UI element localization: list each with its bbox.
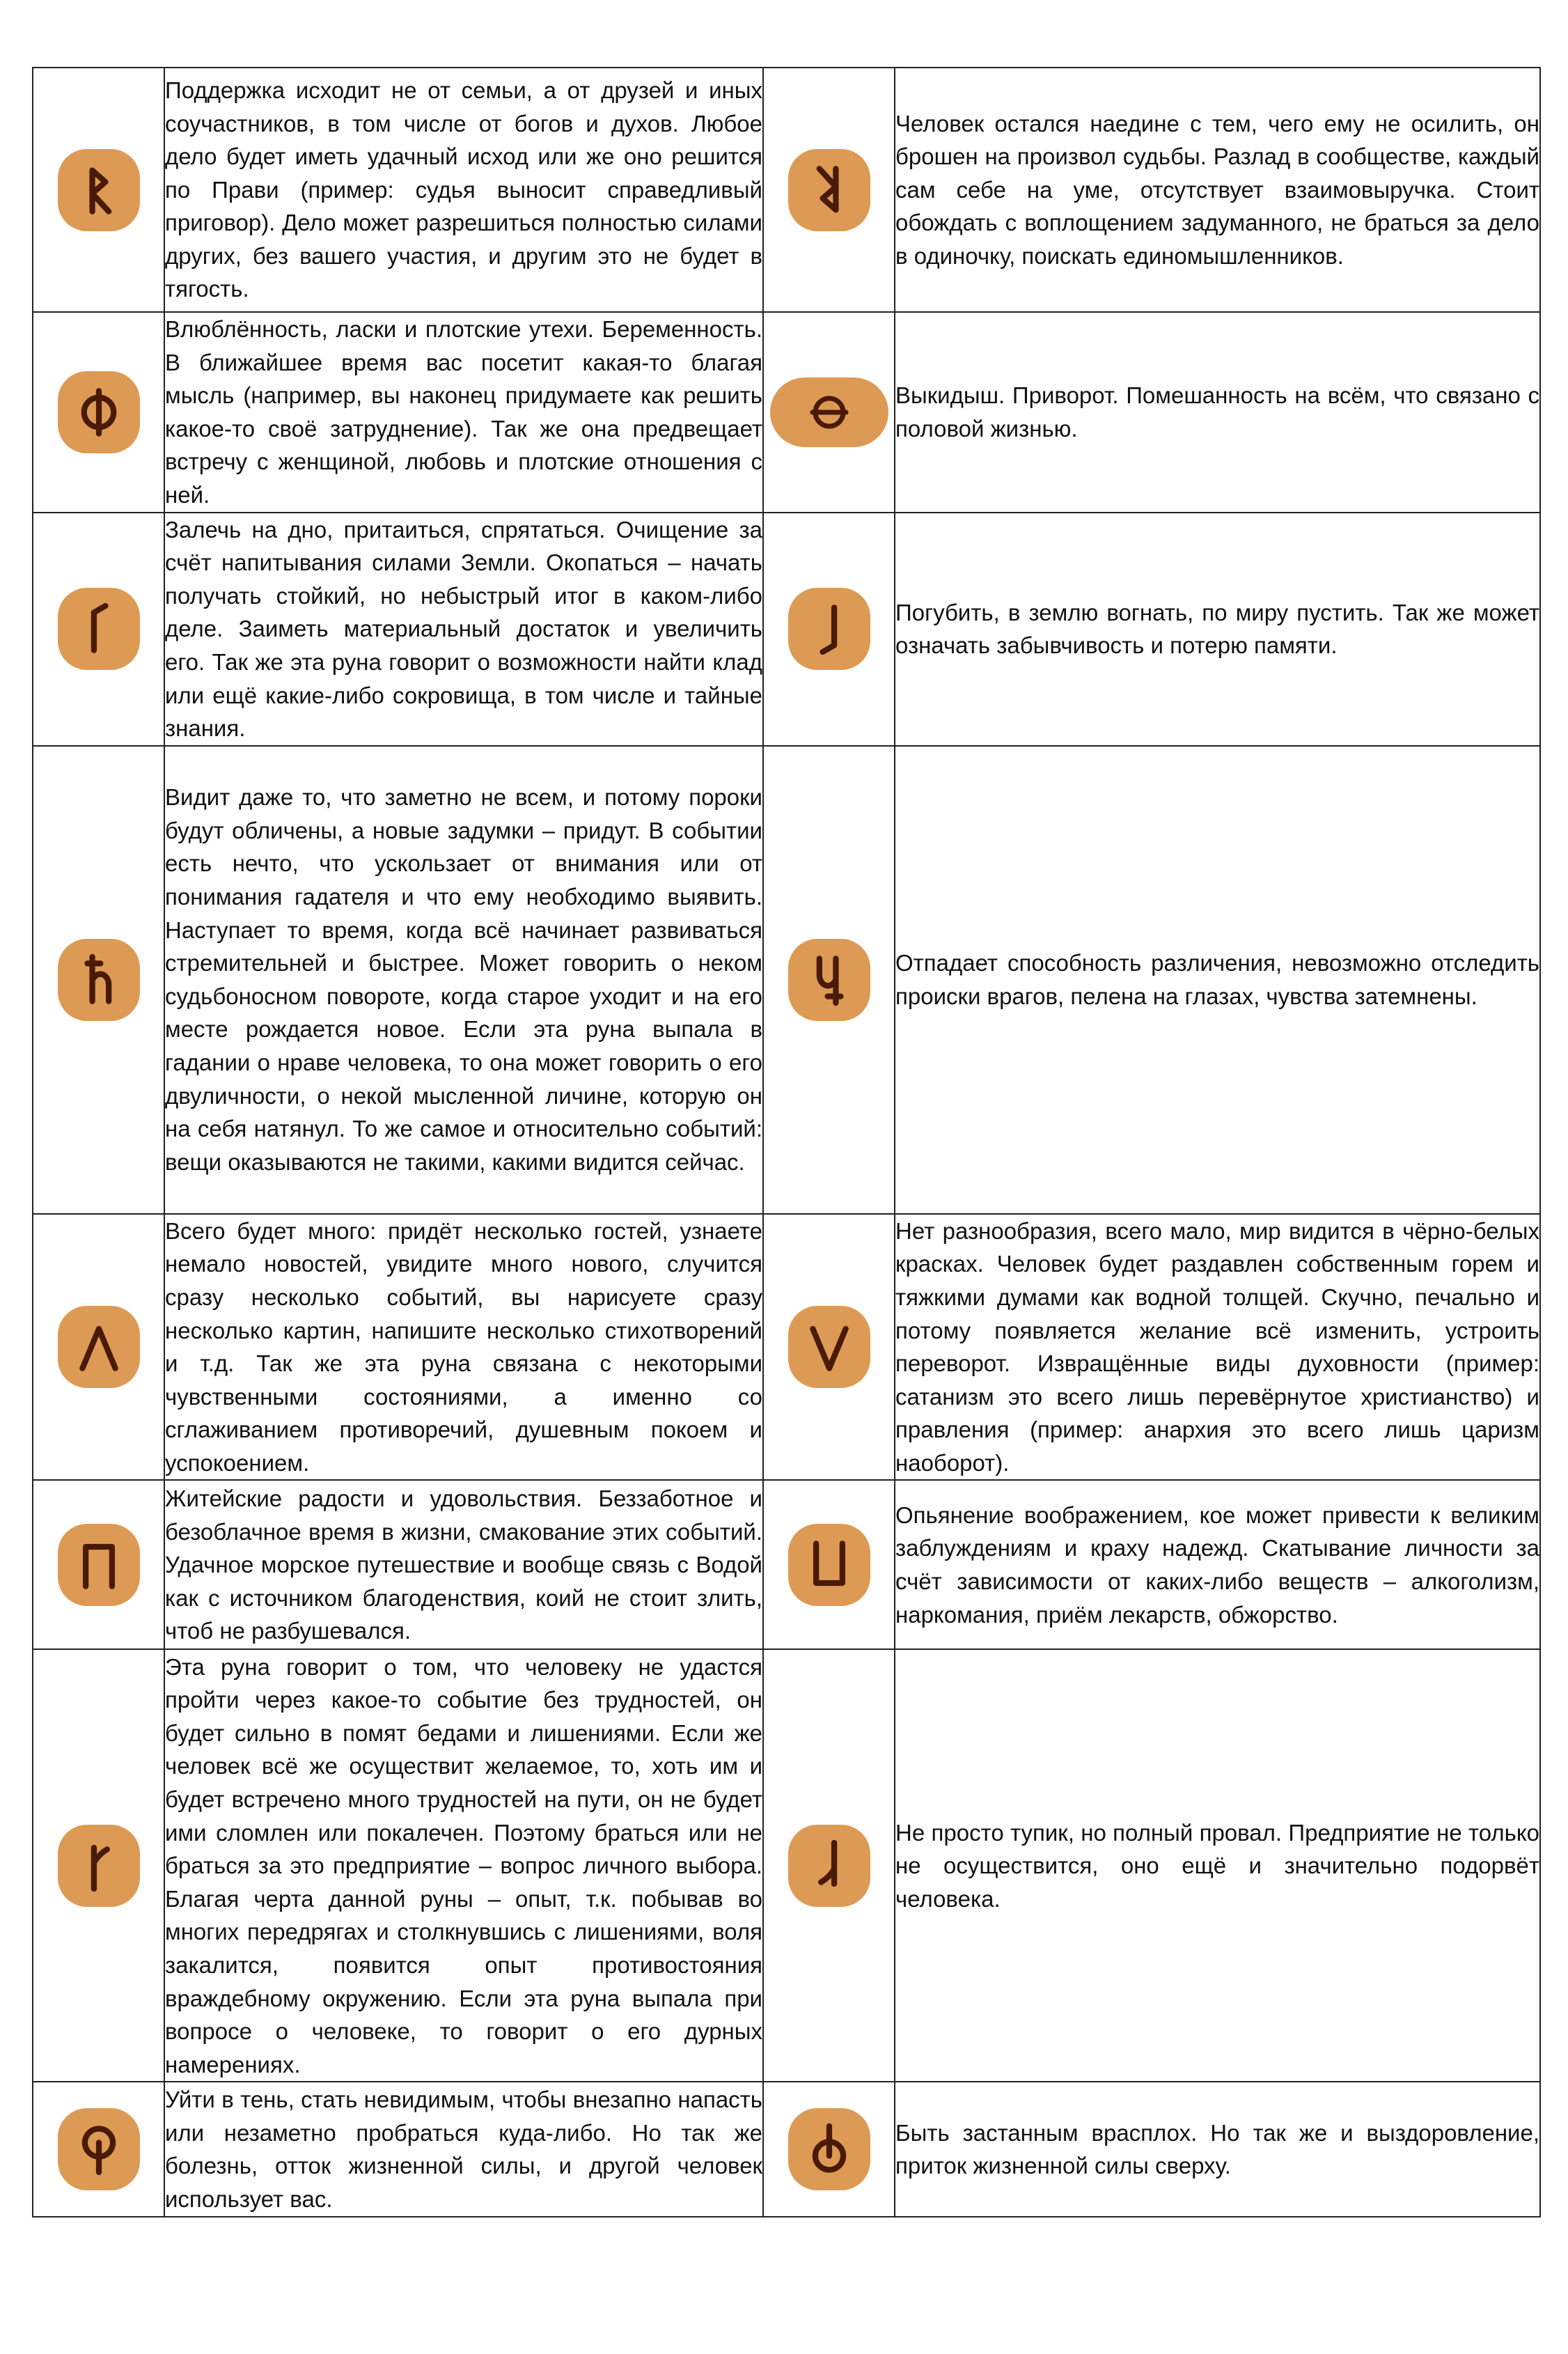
rune-circle-horizontal-bar-icon — [770, 377, 888, 447]
rune-reversed-meaning: Быть застанным врасплох. Но так же и выздоровление, приток жизненной силы сверху. — [895, 2082, 1540, 2217]
rune-staff-hook-icon — [58, 1825, 140, 1907]
rune-meanings-table — [32, 67, 1541, 2217]
rune-reversed-meaning: Выкидыш. Приворот. Помешанность на всём, что связано с половой жизнью. — [895, 312, 1540, 513]
rune-h-icon — [58, 939, 140, 1021]
rune-h-reversed-icon — [788, 939, 870, 1021]
rune-staff-hook-reversed-icon — [788, 1825, 870, 1907]
rune-upright-meaning: Видит даже то, что заметно не всем, и потому пороки будут обличены, а новые задумки – придут. В событии есть нечто, что ускользает от внимания или от понимания гадателя и что ему необходимо выявить. Наступает то время, когда всё начинает развиваться стремительней и быстрее. Может говорить о неком судьбоносном повороте, когда старое уходит и на его месте рождается новое. Если эта руна выпала в гадании о нраве человека, то она может говорить о его двуличности, о некой мысленной личине, которую он на себя натянул. То же самое и относительно событий: вещи оказываются не такими, какими видится сейчас. — [164, 746, 763, 1214]
table-row — [33, 513, 1540, 746]
rune-upright-meaning: Залечь на дно, притаиться, спрятаться. Очищение за счёт напитывания силами Земли. Окопаться – начать получать стойкий, но небыстрый итог в каком-либо деле. Заиметь материальный достаток и увеличить его. Так же эта руна говорит о возможности найти клад или ещё какие-либо сокровища, в том числе и тайные знания. — [164, 513, 763, 746]
table-row — [33, 1480, 1540, 1649]
rune-phi-icon — [58, 2108, 140, 2190]
rune-reversed-meaning: Опьянение воображением, кое может привести к великим заблуждениям и краху надежд. Скатывание личности за счёт зависимости от каких-либо веществ – алкоголизм, наркомания, приём лекарств, обжорство. — [895, 1480, 1540, 1649]
rune-upright-meaning: Поддержка исходит не от семьи, а от друзей и иных соучастников, в том числе от богов и духов. Любое дело будет иметь удачный исход или же оно решится по Прави (пример: судья выносит справедливый приговор). Дело может разрешиться полностью силами других, без вашего участия, и другим это не будет в тягость. — [164, 68, 763, 312]
rune-v-icon — [788, 1306, 870, 1388]
rune-reversed-meaning: Не просто тупик, но полный провал. Предприятие не только не осуществится, оно ещё и значительно подорвёт человека. — [895, 1649, 1540, 2082]
rune-upright-meaning: Уйти в тень, стать невидимым, чтобы внезапно напасть или незаметно пробраться куда-либо. Но так же болезнь, отток жизненной силы, и другой человек использует вас. — [164, 2082, 763, 2217]
rune-phi-reversed-icon — [788, 2108, 870, 2190]
table-row — [33, 312, 1540, 513]
rune-hook-up-icon — [58, 588, 140, 670]
table-row — [33, 746, 1540, 1214]
rune-r-reversed-icon — [788, 149, 870, 231]
rune-u-icon — [788, 1524, 870, 1606]
table-row — [33, 1649, 1540, 2082]
rune-r-icon — [58, 149, 140, 231]
rune-upright-meaning: Всего будет много: придёт несколько гостей, узнаете немало новостей, увидите много нового, случится сразу несколько событий, вы нарисуете сразу несколько картин, напишите несколько стихотворений и т.д. Так же эта руна связана с некоторыми чувственными состояниями, а именно со сглаживанием противоречий, душевным покоем и успокоением. — [164, 1214, 763, 1481]
table-row — [33, 68, 1540, 312]
rune-reversed-meaning: Человек остался наедине с тем, чего ему не осилить, он брошен на произвол судьбы. Разлад в сообществе, каждый сам себе на уме, отсутствует взаимовыручка. Стоит обождать с воплощением задуманного, не браться за дело в одиночку, поискать единомышленников. — [895, 68, 1540, 312]
rune-reversed-meaning: Погубить, в землю вогнать, по миру пустить. Так же может означать забывчивость и потерю памяти. — [895, 513, 1540, 746]
table-row — [33, 2082, 1540, 2217]
rune-upright-meaning: Эта руна говорит о том, что человеку не удастся пройти через какое-то событие без трудностей, он будет сильно в помят бедами и лишениями. Если же человек всё же осуществит желаемое, то, хоть им и будет встречено много трудностей на пути, он не будет ими сломлен или покалечен. Поэтому браться или не браться за это предприятие – вопрос личного выбора. Благая черта данной руны – опыт, т.к. побывав во многих передрягах и столкнувшись с лишениями, воля закалится, появится опыт противостояния враждебному окружению. Если эта руна выпала при вопросе о человеке, то говорит о его дурных намерениях. — [164, 1649, 763, 2082]
rune-pi-icon — [58, 1524, 140, 1606]
rune-upright-meaning: Влюблённость, ласки и плотские утехи. Беременность. В ближайшее время вас посетит какая-то благая мысль (например, вы наконец придумаете как решить какое-то своё затруднение). Так же она предвещает встречу с женщиной, любовь и плотские отношения с ней. — [164, 312, 763, 513]
rune-reversed-meaning: Нет разнообразия, всего мало, мир видится в чёрно-белых красках. Человек будет раздавлен собственным горем и тяжкими думами как водной толщей. Скучно, печально и потому появляется желание всё изменить, устроить переворот. Извращённые виды духовности (пример: сатанизм это всего лишь перевёрнутое христианство) и правления (пример: анархия это всего лишь царизм наоборот). — [895, 1214, 1540, 1481]
rune-lambda-icon — [58, 1306, 140, 1388]
table-row — [33, 1214, 1540, 1481]
rune-circle-vertical-bar-icon — [58, 371, 140, 453]
rune-hook-down-icon — [788, 588, 870, 670]
rune-upright-meaning: Житейские радости и удовольствия. Беззаботное и безоблачное время в жизни, смакование этих событий. Удачное морское путешествие и вообще связь с Водой как с источником благоденствия, коий не стоит злить, чтоб не разбушевался. — [164, 1480, 763, 1649]
rune-reversed-meaning: Отпадает способность различения, невозможно отследить происки врагов, пелена на глазах, чувства затемнены. — [895, 746, 1540, 1214]
